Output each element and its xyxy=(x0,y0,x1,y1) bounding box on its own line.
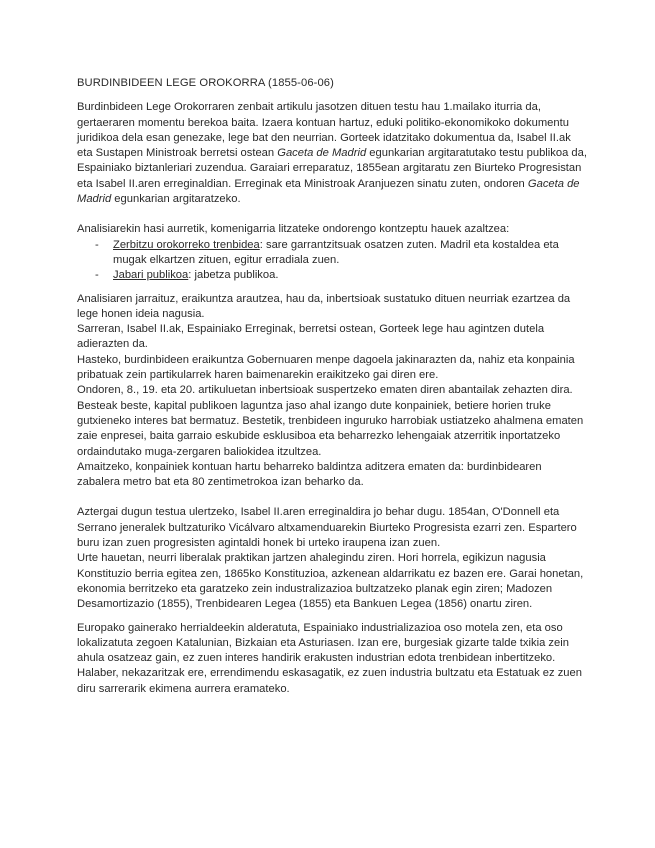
concept-item xyxy=(95,268,587,283)
analysis-paragraph: Analisiaren jarraituz, eraikuntza arautzea, hau da, inbertsioak sustatuko dituen neurriak ezartzea da lege honen ideia nagusia. xyxy=(77,292,571,320)
intro-text-a: Burdinbideen Lege Orokorraren zenbait artikulu jasotzen dituen testu hau 1.mailako iturria da, gertaeraren momentu berekoa baita. Izaera kontuan hartuz, eduki politiko-ekonomikoko dokumentu juridikoa dela esan genezake, lege bat den neurrian. Gorteek idatzitako dokumentua da, Isabel II.ak eta Sustapen Ministroak berretsi ostean xyxy=(77,101,571,160)
concept-definition: : jabetza publikoa. xyxy=(188,269,279,282)
list-dash: - xyxy=(95,238,99,251)
context-paragraph: Aztergai dugun testua ulertzeko, Isabel II.aren erreginaldira jo behar dugu. 1854an, O'Donnell eta Serrano jeneralek bultzaturiko Vicálvaro altxamenduarekin Biurteko Progresista ezarri zen. Espartero buru izan zuen progresisten agintaldi honek bi urteko iraupena izan zuen. xyxy=(77,506,577,550)
concepts-intro: Analisiarekin hasi aurretik, komenigarria litzateke ondorengo kontzeptu hauek azaltzea: xyxy=(77,223,510,236)
concept-term: Jabari publikoa xyxy=(113,269,189,282)
concept-term: Zerbitzu orokorreko trenbidea xyxy=(113,238,260,251)
analysis-paragraph: Sarreran, Isabel II.ak, Espainiako Erreginak, berretsi ostean, Gorteek lege hau agintzen dutela adierazten da. xyxy=(77,323,545,351)
context-paragraph: Urte hauetan, neurri liberalak praktikan jartzen ahalegindu ziren. Hori horrela, egikizun nagusia Konstituzio berria egitea zen, 1865ko Konstituzioa, azkenean aldarrikatu ez bazen ere. Garai honetan, ekonomia berritzeko eta garatzeko zein industralizazioa bultzatzeko planak egin ziren; Madozen Desamortizazio (1855), Trenbidearen Legea (1855) eta Bankuen Legea (1856) onartu ziren. xyxy=(77,552,584,611)
intro-text-e: egunkarian argitaratzeko. xyxy=(111,193,241,206)
europe-paragraph: Europako gainerako herrialdeekin alderatuta, Espainiako industrializazioa oso motela zen, eta oso lokalizatuta zegoen Katalunian, Bizkaian eta Asturiasen. Izan ere, burgesiak gizarte talde txikia zein ahula osatzeaz gain, ez zuen interes handirik erakusten industrian edota trenbidean inbertitzeko. Halaber, nekazaritzak ere, errendimendu eskasagatik, ez zuen industria bultzatu eta Estatuak ez zuen diru sarrerarik ekimena aurrera eramateko. xyxy=(77,621,582,695)
analysis-paragraph: Amaitzeko, konpainiek kontuan hartu beharreko baldintza aditzera ematen da: burdinbidearen zabalera metro bat eta 80 zentimetrokoa izan beharko da. xyxy=(77,460,542,489)
analysis-paragraph: Ondoren, 8., 19. eta 20. artikuluetan inbertsioak suspertzeko ematen diren abantailak zehazten dira. Besteak beste, kapital publikoen laguntza jaso ahal izango dute konpainiek, betiere horien truke gutxieneko interes bat bermatuz. Bestetik, trenbideen inguruko harrobiak ustiatzeko ahalmena ematen zaie enpresei, baita garraio eskubide esklusiboa eta beharrezko lehengaiak atzerritik inportatzeko ordaindutako muga-zergaren baliokidea itzultzea. xyxy=(77,384,584,458)
list-dash: - xyxy=(95,269,99,282)
intro-paragraph xyxy=(77,100,587,207)
document-title: BURDINBIDEEN LEGE OROKORRA (1855-06-06) xyxy=(77,77,334,89)
concept-list xyxy=(77,238,587,284)
concept-item xyxy=(95,238,587,269)
newspaper-name: Gaceta de Madrid xyxy=(77,177,580,206)
newspaper-name: Gaceta de Madrid xyxy=(277,147,367,160)
concept-definition: : sare garrantzitsuak osatzen zuten. Madril eta kostaldea eta mugak elkartzen zituen, egitur erradiala zuen. xyxy=(113,238,559,266)
intro-text-c: egunkarian argitaratutako testu publikoa da, Espainiako biztanleriari zuzendua. Garaiari erreparatuz, 1855ean argitaratu zen Biurteko Progresistan eta Isabel II.aren erreginaldian. Erreginak eta Ministroak Aranjuezen sinatu zuten, ondoren xyxy=(77,147,587,190)
context-section xyxy=(77,505,587,612)
analysis-paragraph: Hasteko, burdinbideen eraikuntza Gobernuaren menpe dagoela jakinarazten da, nahiz eta konpainia pribatuak zein partikularrek haren baimenarekin eraikitzeko gai diren ere. xyxy=(77,353,575,382)
analysis-section xyxy=(77,292,587,491)
